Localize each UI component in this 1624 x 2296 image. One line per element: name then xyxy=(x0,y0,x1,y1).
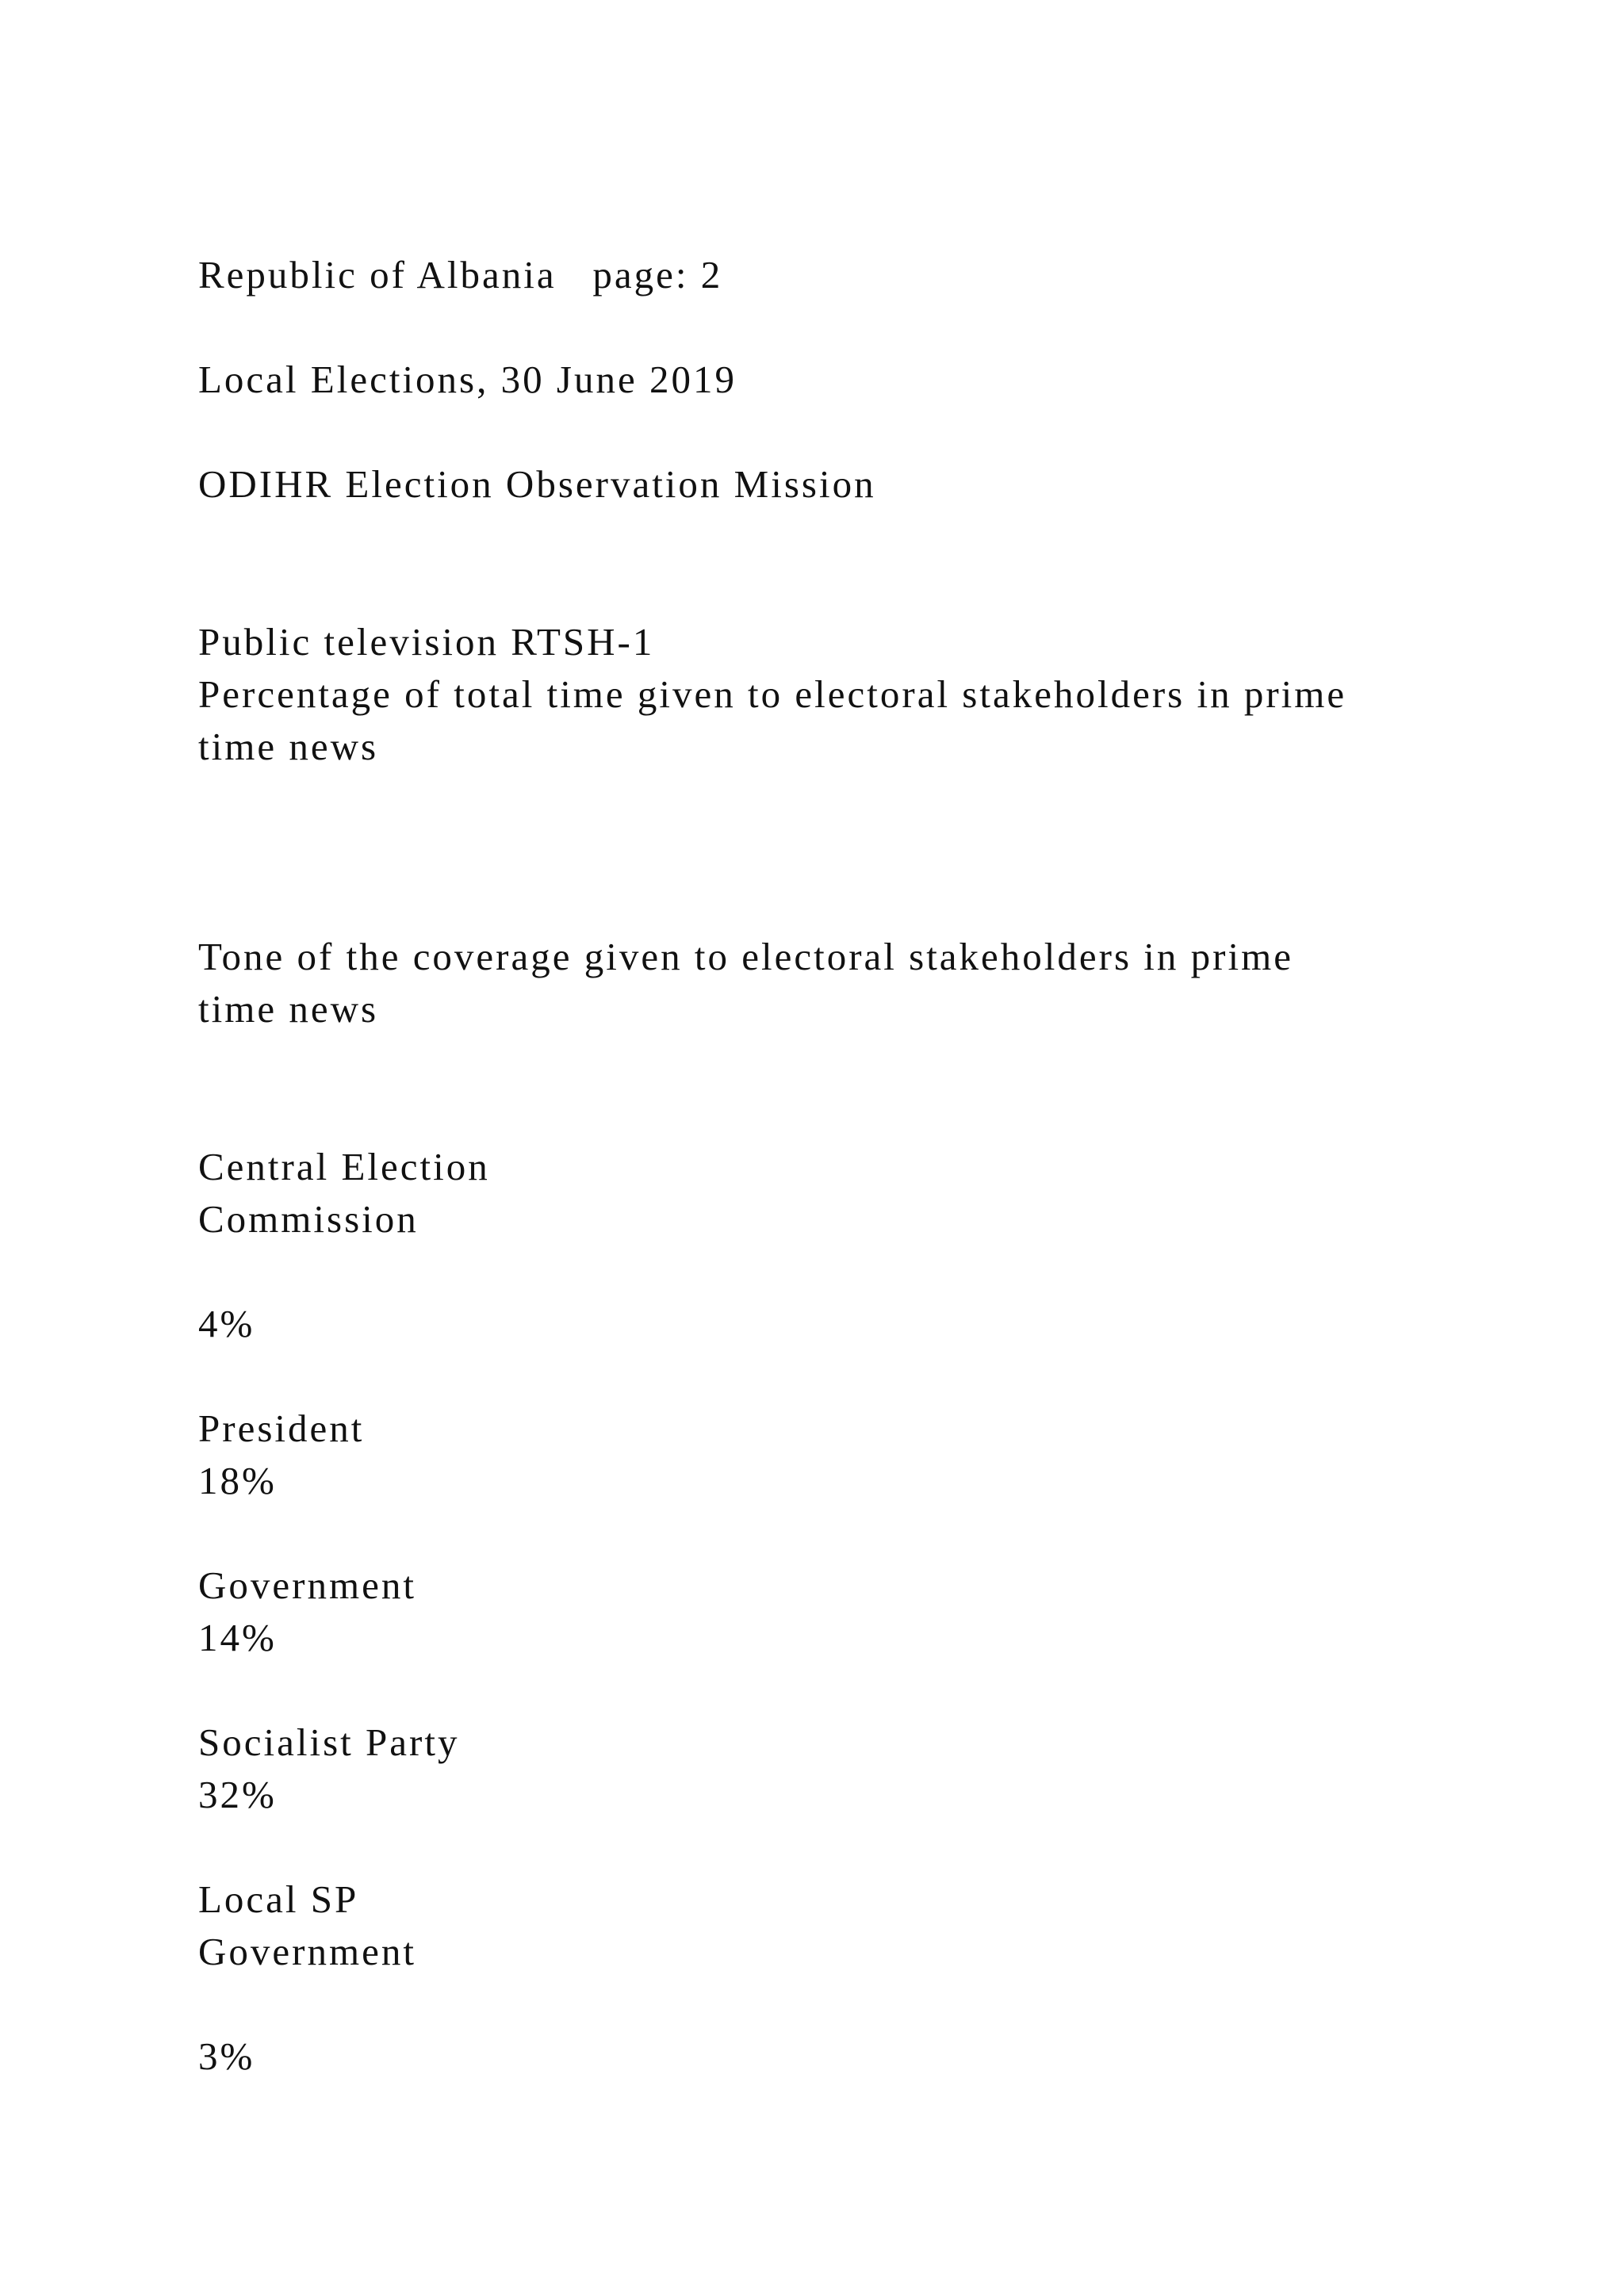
header-election: Local Elections, 30 June 2019 xyxy=(198,358,737,401)
header-country-page: Republic of Albania page: 2 xyxy=(198,253,723,297)
stakeholder-label: Government xyxy=(198,1563,416,1607)
stakeholder-label: President xyxy=(198,1406,365,1450)
stakeholder-value: 4% xyxy=(198,1302,255,1345)
chart-subtitle-line1: Percentage of total time given to electoral stakeholders in prime xyxy=(198,672,1347,716)
chart-title-broadcaster: Public television RTSH-1 xyxy=(198,620,655,664)
stakeholder-label: Government xyxy=(198,1930,416,1973)
chart-subtitle-line2: time news xyxy=(198,725,379,768)
stakeholder-value: 18% xyxy=(198,1459,277,1502)
tone-title-line1: Tone of the coverage given to electoral stakeholders in prime xyxy=(198,935,1293,978)
stakeholder-label: Socialist Party xyxy=(198,1720,460,1764)
stakeholder-value: 3% xyxy=(198,2034,255,2078)
tone-title-line2: time news xyxy=(198,987,379,1031)
header-mission: ODIHR Election Observation Mission xyxy=(198,462,876,506)
stakeholder-value: 32% xyxy=(198,1773,277,1816)
stakeholder-value: 14% xyxy=(198,1616,277,1659)
stakeholder-label: Central Election xyxy=(198,1145,490,1188)
stakeholder-label: Commission xyxy=(198,1197,419,1241)
stakeholder-label: Local SP xyxy=(198,1877,359,1921)
